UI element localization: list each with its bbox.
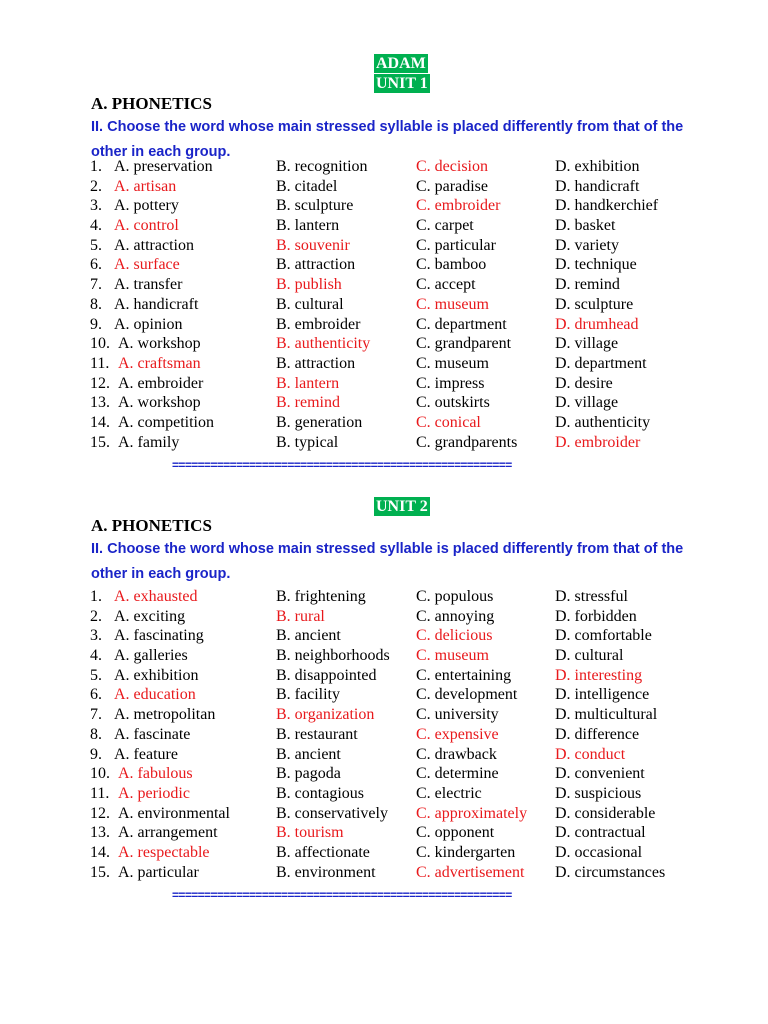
question-number: 10.	[90, 335, 110, 353]
option-d: D. department	[555, 354, 647, 372]
unit-subtitle-badge: UNIT 2	[376, 498, 428, 515]
option-c: C. bamboo	[416, 256, 487, 274]
option-b: B. facility	[276, 686, 340, 704]
option-a: A. fascinate	[114, 725, 191, 743]
option-b: B. lantern	[276, 374, 340, 392]
question-number: 7.	[90, 276, 102, 294]
option-b: B. remind	[276, 394, 340, 412]
option-d: D. suspicious	[555, 784, 642, 802]
option-a: A. respectable	[118, 843, 210, 861]
option-c: C. museum	[416, 295, 489, 313]
option-d: D. authenticity	[555, 413, 651, 431]
option-c: C. electric	[416, 784, 482, 802]
option-d: D. drumhead	[555, 315, 639, 333]
option-c: C. annoying	[416, 607, 495, 625]
option-a: A. pottery	[114, 197, 179, 215]
question-number: 2.	[90, 607, 102, 625]
option-d: D. difference	[555, 725, 640, 743]
option-b: B. generation	[276, 413, 363, 431]
question-number: 1.	[90, 158, 102, 175]
question-number: 12.	[90, 804, 110, 822]
option-c: C. museum	[416, 354, 489, 372]
option-c: C. accept	[416, 276, 476, 294]
option-a: A. handicraft	[114, 295, 199, 313]
option-a: A. artisan	[114, 177, 177, 195]
question-number: 12.	[90, 374, 110, 392]
option-d: D. circumstances	[555, 863, 666, 881]
option-a: A. periodic	[118, 784, 190, 802]
option-c: C. delicious	[416, 627, 493, 645]
option-a: A. workshop	[118, 394, 201, 412]
question-number: 15.	[90, 433, 110, 451]
option-b: B. recognition	[276, 158, 368, 175]
separator-line: =====================================================	[172, 458, 512, 472]
separator-line: =====================================================	[172, 888, 512, 902]
option-a: A. fascinating	[114, 627, 204, 645]
option-d: D. cultural	[555, 647, 624, 665]
option-c: C. outskirts	[416, 394, 490, 412]
option-a: A. fabulous	[118, 765, 193, 783]
option-d: D. technique	[555, 256, 637, 274]
question-number: 6.	[90, 256, 102, 274]
question-number: 13.	[90, 824, 110, 842]
option-b: B. ancient	[276, 627, 341, 645]
option-d: D. desire	[555, 374, 613, 392]
option-b: B. neighborhoods	[276, 647, 390, 665]
option-c: C. impress	[416, 374, 485, 392]
question-number: 11.	[90, 784, 110, 802]
option-b: B. sculpture	[276, 197, 354, 215]
option-d: D. sculpture	[555, 295, 634, 313]
option-a: A. feature	[114, 745, 178, 763]
question-number: 8.	[90, 295, 102, 313]
question-number: 5.	[90, 666, 102, 684]
option-b: B. typical	[276, 433, 339, 451]
option-a: A. exhausted	[114, 588, 198, 605]
option-b: B. ancient	[276, 745, 341, 763]
option-a: A. control	[114, 217, 179, 235]
question-number: 1.	[90, 588, 102, 605]
option-a: A. attraction	[114, 236, 194, 254]
option-a: A. exciting	[114, 607, 186, 625]
question-number: 7.	[90, 706, 102, 724]
option-d: D. handicraft	[555, 177, 640, 195]
option-c: C. particular	[416, 236, 496, 254]
option-b: B. tourism	[276, 824, 344, 842]
option-d: D. exhibition	[555, 158, 640, 175]
option-d: D. stressful	[555, 588, 628, 605]
option-a: A. workshop	[118, 335, 201, 353]
option-c: C. development	[416, 686, 518, 704]
option-b: B. affectionate	[276, 843, 370, 861]
option-b: B. souvenir	[276, 236, 350, 254]
option-d: D. considerable	[555, 804, 656, 822]
option-d: D. intelligence	[555, 686, 650, 704]
question-number: 11.	[90, 354, 110, 372]
question-number: 9.	[90, 745, 102, 763]
question-number: 9.	[90, 315, 102, 333]
instruction-text: II. Choose the word whose main stressed syllable is placed differently from that of the other in each group.	[91, 119, 684, 160]
unit-title-badge: ADAM	[376, 55, 426, 72]
question-number: 2.	[90, 177, 102, 195]
option-b: B. lantern	[276, 217, 340, 235]
option-b: B. rural	[276, 607, 325, 625]
option-a: A. opinion	[114, 315, 183, 333]
option-d: D. forbidden	[555, 607, 637, 625]
option-c: C. determine	[416, 765, 499, 783]
question-number: 6.	[90, 686, 102, 704]
option-c: C. grandparent	[416, 335, 512, 353]
question-number: 15.	[90, 863, 110, 881]
option-d: D. contractual	[555, 824, 646, 842]
option-d: D. occasional	[555, 843, 643, 861]
option-d: D. comfortable	[555, 627, 652, 645]
option-b: B. environment	[276, 863, 376, 881]
section-heading: A. PHONETICS	[91, 516, 212, 535]
option-d: D. conduct	[555, 745, 626, 763]
instruction-text: II. Choose the word whose main stressed syllable is placed differently from that of the other in each group.	[91, 541, 684, 582]
option-c: C. decision	[416, 158, 488, 175]
option-a: A. exhibition	[114, 666, 199, 684]
option-a: A. education	[114, 686, 196, 704]
option-b: B. citadel	[276, 177, 338, 195]
option-a: A. metropolitan	[114, 706, 216, 724]
option-d: D. remind	[555, 276, 620, 294]
option-d: D. handkerchief	[555, 197, 659, 215]
option-c: C. paradise	[416, 177, 488, 195]
option-b: B. restaurant	[276, 725, 358, 743]
option-a: A. embroider	[118, 374, 204, 392]
option-a: A. galleries	[114, 647, 188, 665]
option-b: B. authenticity	[276, 335, 371, 353]
question-number: 8.	[90, 725, 102, 743]
question-number: 5.	[90, 236, 102, 254]
option-a: A. craftsman	[118, 354, 201, 372]
unit-subtitle-badge: UNIT 1	[376, 75, 428, 92]
question-number: 3.	[90, 197, 102, 215]
option-c: C. opponent	[416, 824, 495, 842]
option-c: C. grandparents	[416, 433, 518, 451]
question-number: 4.	[90, 217, 102, 235]
option-c: C. entertaining	[416, 666, 512, 684]
option-d: D. interesting	[555, 666, 643, 684]
option-b: B. contagious	[276, 784, 364, 802]
option-d: D. multicultural	[555, 706, 658, 724]
option-c: C. museum	[416, 647, 489, 665]
option-b: B. disappointed	[276, 666, 377, 684]
option-d: D. embroider	[555, 433, 641, 451]
option-b: B. attraction	[276, 354, 356, 372]
question-number: 14.	[90, 413, 110, 431]
question-number: 14.	[90, 843, 110, 861]
option-a: A. family	[118, 433, 180, 451]
option-d: D. village	[555, 335, 619, 353]
option-c: C. advertisement	[416, 863, 525, 881]
section-heading: A. PHONETICS	[91, 94, 212, 113]
question-number: 3.	[90, 627, 102, 645]
option-a: A. competition	[118, 413, 214, 431]
option-c: C. approximately	[416, 804, 528, 822]
option-a: A. environmental	[118, 804, 230, 822]
question-number: 4.	[90, 647, 102, 665]
option-c: C. conical	[416, 413, 481, 431]
option-c: C. populous	[416, 588, 494, 605]
option-b: B. organization	[276, 706, 375, 724]
option-c: C. drawback	[416, 745, 497, 763]
option-c: C. embroider	[416, 197, 501, 215]
option-b: B. frightening	[276, 588, 366, 605]
option-b: B. pagoda	[276, 765, 341, 783]
option-a: A. transfer	[114, 276, 183, 294]
question-number: 10.	[90, 765, 110, 783]
option-a: A. preservation	[114, 158, 213, 175]
option-a: A. arrangement	[118, 824, 218, 842]
option-b: B. embroider	[276, 315, 361, 333]
option-b: B. conservatively	[276, 804, 388, 822]
option-c: C. university	[416, 706, 499, 724]
option-b: B. cultural	[276, 295, 344, 313]
option-a: A. surface	[114, 256, 180, 274]
question-number: 13.	[90, 394, 110, 412]
option-c: C. department	[416, 315, 507, 333]
option-d: D. convenient	[555, 765, 645, 783]
option-c: C. expensive	[416, 725, 499, 743]
option-c: C. carpet	[416, 217, 474, 235]
option-d: D. basket	[555, 217, 616, 235]
option-a: A. particular	[118, 863, 199, 881]
option-c: C. kindergarten	[416, 843, 516, 861]
option-b: B. attraction	[276, 256, 356, 274]
option-b: B. publish	[276, 276, 342, 294]
option-d: D. village	[555, 394, 619, 412]
option-d: D. variety	[555, 236, 619, 254]
